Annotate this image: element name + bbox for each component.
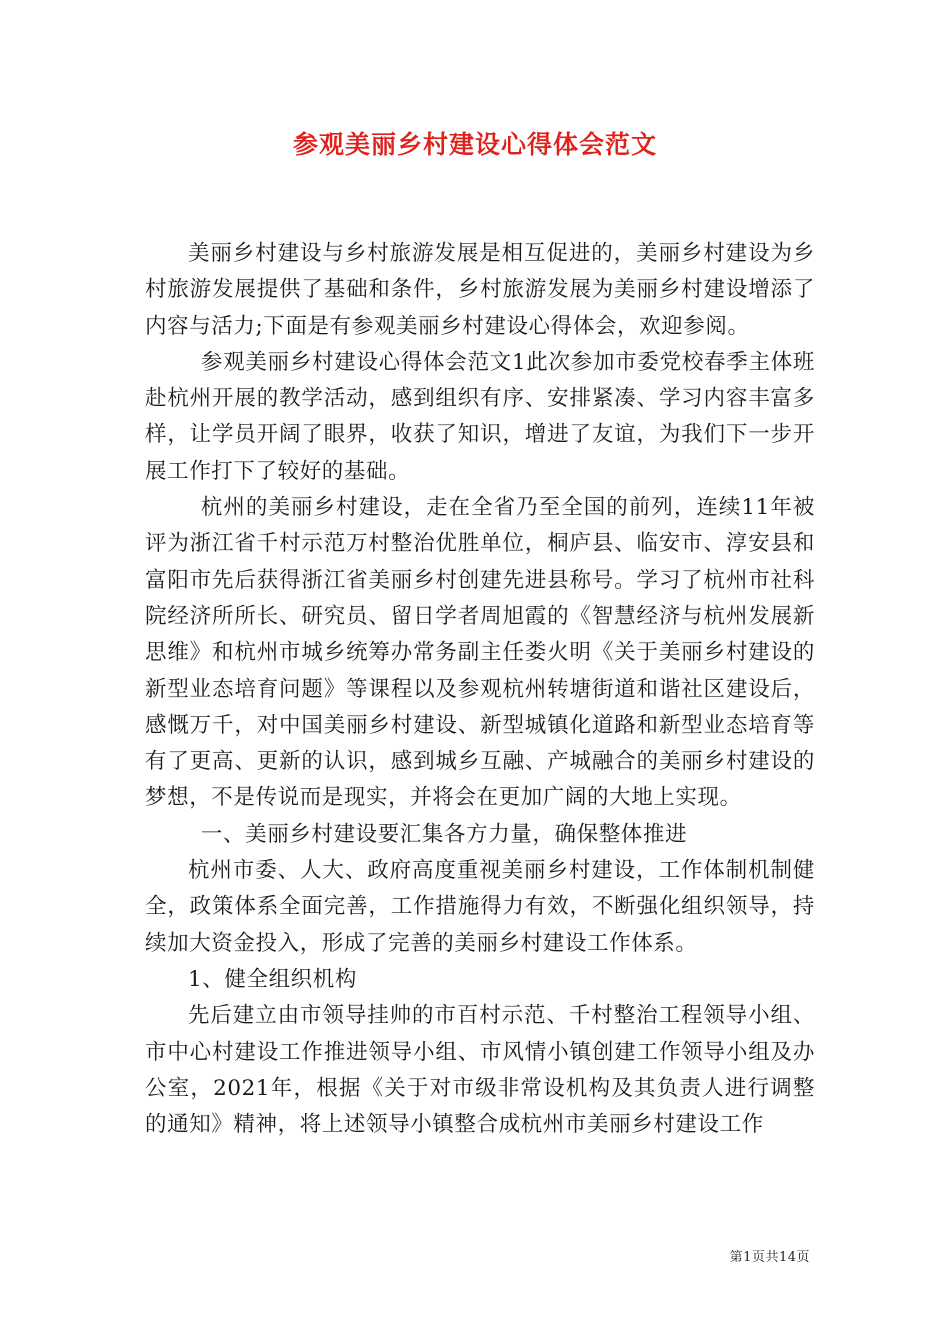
document-title: 参观美丽乡村建设心得体会范文	[292, 130, 657, 159]
paragraph-section-1: 杭州市委、人大、政府高度重视美丽乡村建设，工作体制机制健全，政策体系全面完善，工作措施得力有效，不断强化组织领导，持续加大资金投入，形成了完善的美丽乡村建设工作体系。	[145, 858, 815, 956]
paragraph-hangzhou: 杭州的美丽乡村建设，走在全省乃至全国的前列，连续11年被评为浙江省千村示范万村整治优胜单位，桐庐县、临安市、淳安县和富阳市先后获得浙江省美丽乡村创建先进县称号。学习了杭州市社科院经济所所长、研究员、留日学者周旭霞的《智慧经济与杭州发展新思维》和杭州市城乡统筹办常务副主任娄火明《关于美丽乡村建设的新型业态培育问题》等课程以及参观杭州转塘街道和谐社区建设后，感慨万千，对中国美丽乡村建设、新型城镇化道路和新型业态培育等有了更高、更新的认识，感到城乡互融、产城融合的美丽乡村建设的梦想，不是传说而是现实，并将会在更加广阔的大地上实现。	[145, 495, 815, 811]
section-heading-1: 一、美丽乡村建设要汇集各方力量，确保整体推进	[200, 821, 688, 847]
subsection-heading-1: 1、健全组织机构	[188, 966, 357, 992]
page-number-footer: 第1页共14页	[729, 1250, 810, 1265]
paragraph-sample-1: 参观美丽乡村建设心得体会范文1此次参加市委党校春季主体班赴杭州开展的教学活动，感到组织有序、安排紧凑、学习内容丰富多样，让学员开阔了眼界，收获了知识，增进了友谊，为我们下一步开展工作打下了较好的基础。	[145, 349, 815, 484]
paragraph-intro: 美丽乡村建设与乡村旅游发展是相互促进的，美丽乡村建设为乡村旅游发展提供了基础和条件，乡村旅游发展为美丽乡村建设增添了内容与活力;下面是有参观美丽乡村建设心得体会，欢迎参阅。	[145, 241, 815, 339]
paragraph-subsection-1: 先后建立由市领导挂帅的市百村示范、千村整治工程领导小组、市中心村建设工作推进领导小组、市风情小镇创建工作领导小组及办公室，2021年，根据《关于对市级非常设机构及其负责人进行调整的通知》精神，将上述领导小镇整合成杭州市美丽乡村建设工作	[145, 1003, 815, 1138]
document-body	[145, 236, 815, 1143]
